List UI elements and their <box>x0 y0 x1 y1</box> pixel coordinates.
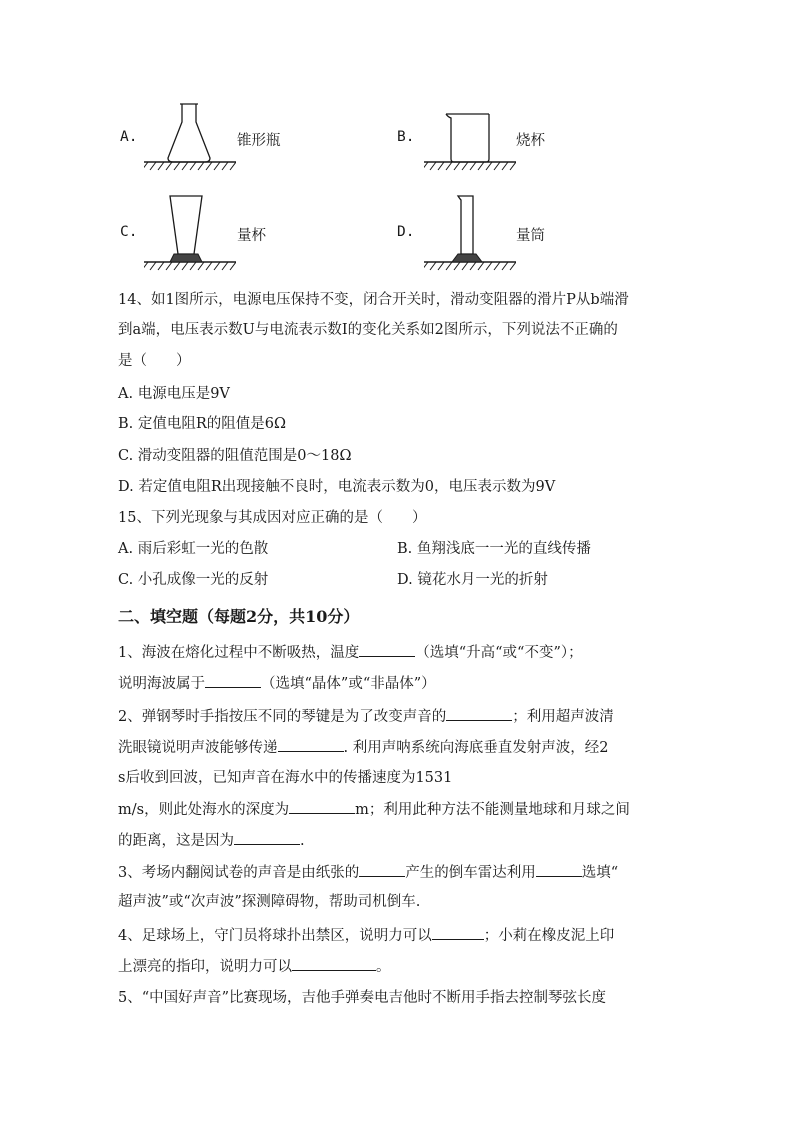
fill-q4-line-2 <box>118 956 391 977</box>
fill-q2-line-1 <box>118 706 614 727</box>
beaker-icon <box>424 100 516 174</box>
fill-q3-line-1 <box>118 862 618 883</box>
fill-q2-blank-2[interactable] <box>278 737 344 752</box>
fill-q2-line-3: s后收到回波，已知声音在海水中的传播速度为1531 <box>118 770 453 786</box>
conical-flask-icon <box>144 100 236 174</box>
fill-q2-text-a: 2、弹钢琴时手指按压不同的琴键是为了改变声音的 <box>118 709 447 725</box>
fill-q2-text-g: m；利用此种方法不能测量地球和月球之间 <box>355 802 630 818</box>
fill-q1-blank-2[interactable] <box>205 673 261 688</box>
option-c-label: C. <box>120 224 138 240</box>
fill-q5-line-1: 5、“中国好声音”比赛现场，吉他手弹奏电吉他时不断用手指去控制琴弦长度 <box>118 990 607 1006</box>
fill-q4-text-a: 4、足球场上，守门员将球扑出禁区，说明力可以 <box>118 928 432 944</box>
fill-q2-blank-1[interactable] <box>446 706 512 721</box>
option-a-name: 锥形瓶 <box>237 133 281 149</box>
fill-q2-text-d: . 利用声呐系统向海底垂直发射声波，经2 <box>343 740 609 756</box>
fill-q3-blank-1[interactable] <box>359 862 405 877</box>
q15-option-b[interactable]: B. 鱼翔浅底一一光的直线传播 <box>397 541 591 557</box>
fill-q2-blank-3[interactable] <box>289 799 355 814</box>
fill-q2-text-h: 的距离，这是因为 <box>118 833 234 849</box>
fill-q3-text-b: 产生的倒车雷达利用 <box>405 865 536 881</box>
fill-q3-blank-2[interactable] <box>536 862 582 877</box>
fill-q1-blank-1[interactable] <box>359 642 415 657</box>
q14-option-d[interactable]: D. 若定值电阻R出现接触不良时，电流表示数为0，电压表示数为9V <box>118 479 556 495</box>
q15-option-d[interactable]: D. 镜花水月一光的折射 <box>397 572 548 588</box>
fill-q2-text-f: m/s，则此处海水的深度为 <box>118 802 290 818</box>
q15-stem: 15、下列光现象与其成因对应正确的是（ ） <box>118 510 427 526</box>
option-d-name: 量筒 <box>516 228 545 244</box>
fill-q3-text-c: 选填“ <box>581 865 619 881</box>
q14-stem-line-1: 14、如1图所示，电源电压保持不变，闭合开关时，滑动变阻器的滑片P从b端滑 <box>118 292 629 308</box>
q14-option-b[interactable]: B. 定值电阻R的阻值是6Ω <box>118 416 287 432</box>
fill-q4-text-d: 。 <box>376 959 391 975</box>
fill-q4-blank-1[interactable] <box>432 925 484 940</box>
measuring-cup-icon <box>144 190 236 272</box>
q14-option-a[interactable]: A. 电源电压是9V <box>118 386 230 402</box>
q15-option-c[interactable]: C. 小孔成像一光的反射 <box>118 572 269 588</box>
option-b-label: B. <box>397 129 415 145</box>
fill-q1-text-b: （选填“升高“或“不变”）； <box>415 645 583 661</box>
fill-q4-text-c: 上漂亮的指印，说明力可以 <box>118 959 292 975</box>
q14-stem-line-2: 到a端，电压表示数U与电流表示数I的变化关系如2图所示，下列说法不正确的 <box>118 322 618 338</box>
fill-q2-line-2 <box>118 737 608 758</box>
fill-q2-text-b: ；利用超声波清 <box>512 709 614 725</box>
fill-q4-line-1 <box>118 925 614 946</box>
graduated-cylinder-icon <box>424 190 516 272</box>
fill-q2-text-i: . <box>300 833 305 849</box>
q15-option-a[interactable]: A. 雨后彩虹一光的色散 <box>118 541 269 557</box>
option-d-label: D. <box>397 224 415 240</box>
q14-stem-line-3: 是（ ） <box>118 353 191 369</box>
fill-q1-text-a: 1、海波在熔化过程中不断吸热，温度 <box>118 645 360 661</box>
fill-q1-line-1 <box>118 642 583 663</box>
fill-q2-line-4 <box>118 799 630 820</box>
fill-q4-text-b: ；小莉在橡皮泥上印 <box>483 928 615 944</box>
option-b-name: 烧杯 <box>516 133 545 149</box>
q14-option-c[interactable]: C. 滑动变阻器的阻值范围是0～18Ω <box>118 448 352 464</box>
fill-q2-blank-4[interactable] <box>234 830 300 845</box>
option-c-name: 量杯 <box>237 228 266 244</box>
fill-q3-line-2: 超声波”或“次声波”探测障碍物，帮助司机倒车. <box>118 894 421 910</box>
option-a-label: A. <box>120 129 138 145</box>
fill-q4-blank-2[interactable] <box>292 956 376 971</box>
fill-q2-line-5 <box>118 830 305 851</box>
fill-q2-text-c: 洗眼镜说明声波能够传递 <box>118 740 278 756</box>
section-heading: 二、填空题（每题2分，共10分） <box>118 607 360 626</box>
fill-q1-text-d: （选填“晶体”或“非晶体”） <box>261 676 436 692</box>
fill-q1-text-c: 说明海波属于 <box>118 676 205 692</box>
fill-q1-line-2 <box>118 673 436 694</box>
fill-q3-text-a: 3、考场内翻阅试卷的声音是由纸张的 <box>118 865 360 881</box>
